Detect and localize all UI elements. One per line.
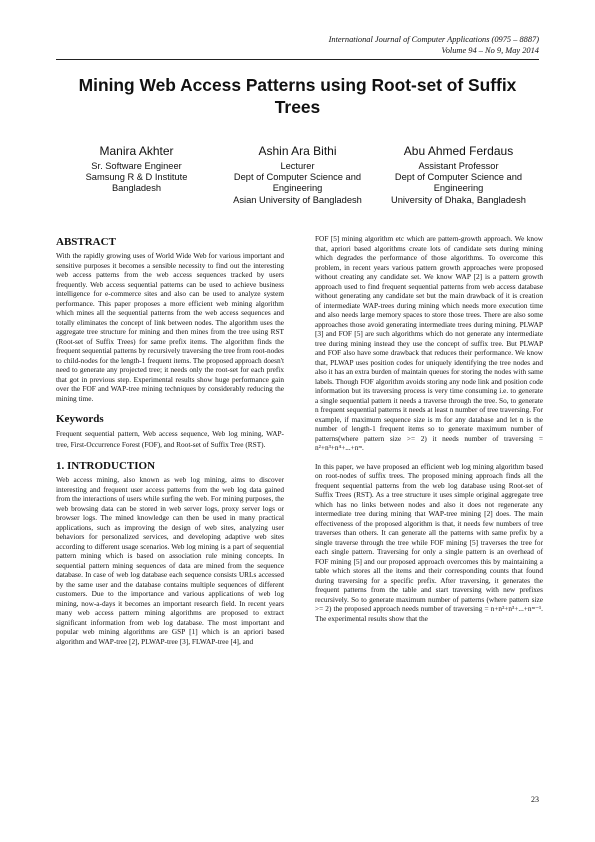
running-header (329, 34, 539, 56)
journal-name: International Journal of Computer Applications (0975 – 8887) (328, 35, 539, 44)
author-position: Assistant Professor (418, 161, 499, 171)
author-position: Lecturer (280, 161, 315, 171)
paper-title: Mining Web Access Patterns using Root-set of Suffix Trees (78, 75, 517, 117)
author-3 (378, 144, 539, 206)
author-department: Dept of Computer Science and Engineering (394, 172, 523, 194)
author-name: Abu Ahmed Ferdaus (403, 144, 514, 158)
introduction-text: Web access mining, also known as web log mining, aims to discover interesting and frequent user access patterns from the web log data gained from the interactions of users while surfing the web. For mining purposes, the web browsing data can be stored in web server logs, proxy server logs or browser logs. The mined knowledge can then be used in many practical applications, such as improving the design of web sites, analyzing user behaviors for personalized services, and developing adaptive web sites according to different usage scenarios. Web log mining is a part of sequential pattern mining which is based on association rule mining concepts. In sequential pattern mining sequences of data are mined from the sequence database. In case of web log database each sequence consists URLs accessed by the same user and the database contains multiple sequences of different customers. Due to the importance and various applications of web log mining, now-a-days it becomes an important research field. In recent years many web access pattern mining algorithms are proposed to extract significant information from web log database. The most important and popular web mining algorithms are GSP [1] which is an apriori based algorithm and WAP-tree [2], PLWAP-tree [3], FLWAP-tree [4], and (56, 475, 284, 646)
author-affiliation: Asian University of Bangladesh (233, 194, 362, 205)
author-affiliation: University of Dhaka, Bangladesh (391, 194, 526, 205)
header-divider (56, 59, 539, 60)
author-position: Sr. Software Engineer (91, 161, 182, 171)
volume-info: Volume 94 – No 9, May 2014 (441, 46, 539, 55)
author-country: Bangladesh (111, 183, 162, 194)
keywords-text: Frequent sequential pattern, Web access sequence, Web log mining, WAP-tree, First-Occurrence Forest (FOF), and Root-set of Suffix Tree (RST). (56, 429, 284, 449)
abstract-text: With the rapidly growing uses of World Wide Web for various important and sensitive purposes it becomes a sensible necessity to find out the interesting web access patterns from the web access sequences tracked by users frequently. Web access sequential patterns can be used to achieve business intelligence for e-commerce sites and also can be used to analyze system performance. This paper proposes a more efficient web mining algorithm which mines all the sequential patterns from the web access sequences and totally eliminates the concept of link between nodes. The algorithm uses the aggregate tree structure for mining and then mines from the tree using RST (Root-set of Suffix Trees) for same prefix items. The algorithm finds the frequent sequential patterns by recursively traversing the tree from root-nodes to child-nodes for the length-1 frequent items. The proposed approach doesn't need to generate any projected tree; it needs only the root-set for each prefix that got in previous step. Experimental results show huge performance gain over the FOF and WAP-tree mining techniques by considerably reducing the mining time. (56, 251, 284, 403)
author-department: Dept of Computer Science and Engineering (233, 172, 362, 194)
body-paragraph: In this paper, we have proposed an efficient web log mining algorithm based on root-nodes of suffix trees. The proposed mining approach finds all the frequent sequential patterns from the web log database using Root-set of Suffix Trees (RST). As a tree structure it uses simple original aggregate tree which has no links between nodes and also it does not regenerate any intermediate tree during mining that WAP-tree mining [2] does. The main effectiveness of the proposed algorithm is that, it needs few numbers of tree traverses than others. It can generate all the patterns with same prefix by a single traverse through the tree while FOF mining [5] traverses the tree for each single pattern. Traversing for only a single pattern is an overhead of FOF mining [5] and our proposed approach overcomes this by maintaining a table which stores all the items and their corresponding counts that found during traversing for a specific prefix. After traversing, it generates the frequent patterns from the table and start traversing with new prefixes recursively. So to generate maximum number of patterns (where pattern size >= 2) the proposed approach needs number of traversing = n+n²+n³+...+nᵐ⁻¹. The experimental results show that the (315, 461, 543, 623)
author-1 (56, 144, 217, 206)
author-affiliation: Samsung R & D Institute (85, 172, 188, 183)
page-number: 23 (531, 795, 539, 804)
keywords-heading: Keywords (56, 413, 104, 425)
author-name: Ashin Ara Bithi (258, 144, 337, 158)
abstract-heading: ABSTRACT (56, 236, 116, 248)
body-paragraph: FOF [5] mining algorithm etc which are pattern-growth approach. We know that, apriori based algorithms create lots of candidate sets during mining which degrades the performance of those algorithms. To overcome this problem, in recent years various pattern growth approaches were proposed without creating any candidate set. We know WAP [2] is a pattern growth approach used to find frequent sequential patterns from web access database without generating any candidate set but the main drawback of it is creation of intermediate WAP-trees during mining which needs more execution time and also needs large memory spaces to store those trees. There are also some approaches those avoid generating intermediate trees during mining. PLWAP [3] and FOF [5] are such algorithms which do not generate any intermediate tree during mining instead they use the concept of suffix tree. But PLWAP and FOF also have some drawback that reduces their performance. We know that, PLWAP uses position codes for uniquely identifying the tree nodes and also it has an extra burden of maintain queues for storing the nodes with same labels. Though FOF algorithm avoids storing any node link and position code information but its traversing process is very time consuming i.e. to generate a single sequential pattern it needs a traverse through the tree. So, to generate n frequent sequential patterns it needs at least n number of tree traversing. For example, if maximum sequence size is m for any database and let n is the number of length-1 frequent items so to generate maximum number of patterns(where pattern size >= 2) it needs number of traversing = n²+n³+n⁴+...+nᵐ. (315, 234, 543, 452)
right-column (315, 234, 543, 632)
author-2 (217, 144, 378, 206)
author-name: Manira Akhter (99, 144, 174, 158)
introduction-heading: 1. INTRODUCTION (56, 460, 156, 472)
left-column (56, 236, 284, 655)
author-block (56, 144, 539, 206)
